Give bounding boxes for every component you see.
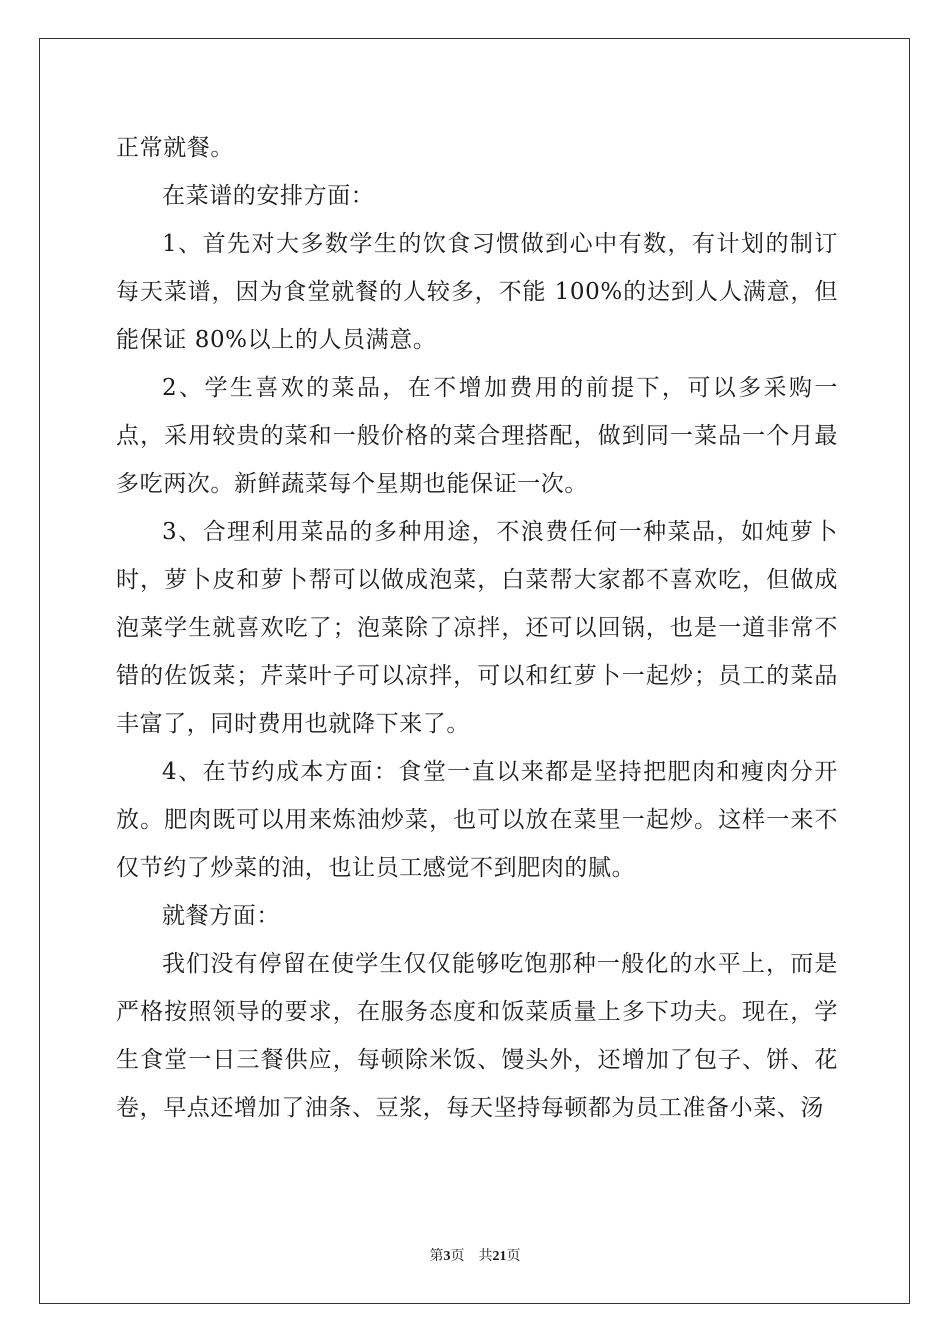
page-footer bbox=[0, 1245, 950, 1265]
paragraph: 就餐方面： bbox=[162, 903, 280, 929]
paragraph: 2、学生喜欢的菜品，在不增加费用的前提下，可以多采购一点，采用较贵的菜和一般价格的菜合理搭配，做到同一菜品一个月最多吃两次。新鲜蔬菜每个星期也能保证一次。 bbox=[116, 375, 838, 497]
total-pages: 21 bbox=[492, 1249, 507, 1264]
total-prefix: 共 bbox=[478, 1249, 493, 1264]
paragraph: 正常就餐。 bbox=[116, 135, 234, 161]
paragraph: 在菜谱的安排方面： bbox=[162, 183, 375, 209]
total-suffix: 页 bbox=[506, 1249, 521, 1264]
paragraph: 3、合理利用菜品的多种用途，不浪费任何一种菜品，如炖萝卜时，萝卜皮和萝卜帮可以做成泡菜，白菜帮大家都不喜欢吃，但做成泡菜学生就喜欢吃了；泡菜除了凉拌，还可以回锅，也是一道非常不错的佐饭菜；芹菜叶子可以凉拌，可以和红萝卜一起炒；员工的菜品丰富了，同时费用也就降下来了。 bbox=[116, 519, 838, 737]
paragraph: 4、在节约成本方面：食堂一直以来都是坚持把肥肉和瘦肉分开放。肥肉既可以用来炼油炒菜，也可以放在菜里一起炒。这样一来不仅节约了炒菜的油，也让员工感觉不到肥肉的腻。 bbox=[116, 759, 838, 881]
document-body bbox=[116, 124, 838, 1132]
paragraph: 1、首先对大多数学生的饮食习惯做到心中有数，有计划的制订每天菜谱，因为食堂就餐的人较多，不能 100%的达到人人满意，但能保证 80%以上的人员满意。 bbox=[116, 231, 838, 353]
page-suffix: 页 bbox=[450, 1249, 465, 1264]
page-prefix: 第 bbox=[429, 1249, 444, 1264]
page-number: 3 bbox=[443, 1249, 451, 1264]
paragraph: 我们没有停留在使学生仅仅能够吃饱那种一般化的水平上，而是严格按照领导的要求，在服务态度和饭菜质量上多下功夫。现在，学生食堂一日三餐供应，每顿除米饭、馒头外，还增加了包子、饼、花卷，早点还增加了油条、豆浆，每天坚持每顿都为员工准备小菜、汤 bbox=[116, 951, 838, 1121]
